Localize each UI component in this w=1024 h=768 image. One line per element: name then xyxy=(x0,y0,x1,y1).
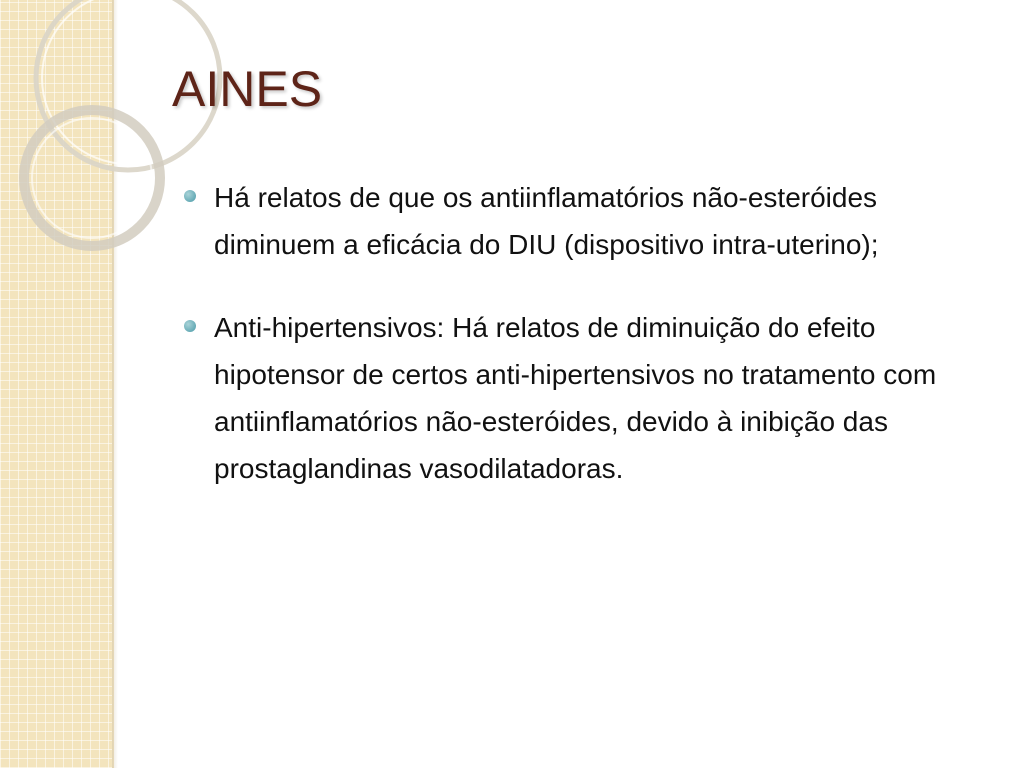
bullet-text: Anti-hipertensivos: Há relatos de diminuição do efeito hipotensor de certos anti-hipertensivos no tratamento com antiinflamatórios não-esteróides, devido à inibição das prostaglandinas vasodilatadoras. xyxy=(214,312,937,484)
round-teal-bullet-icon xyxy=(184,190,196,202)
bullet-text: Há relatos de que os antiinflamatórios não-esteróides diminuem a eficácia do DIU (dispositivo intra-uterino); xyxy=(214,182,879,260)
round-teal-bullet-icon xyxy=(184,320,196,332)
list-item xyxy=(182,174,994,268)
bullet-list xyxy=(182,174,994,528)
slide-title: AINES xyxy=(172,61,323,117)
list-item xyxy=(182,304,994,492)
